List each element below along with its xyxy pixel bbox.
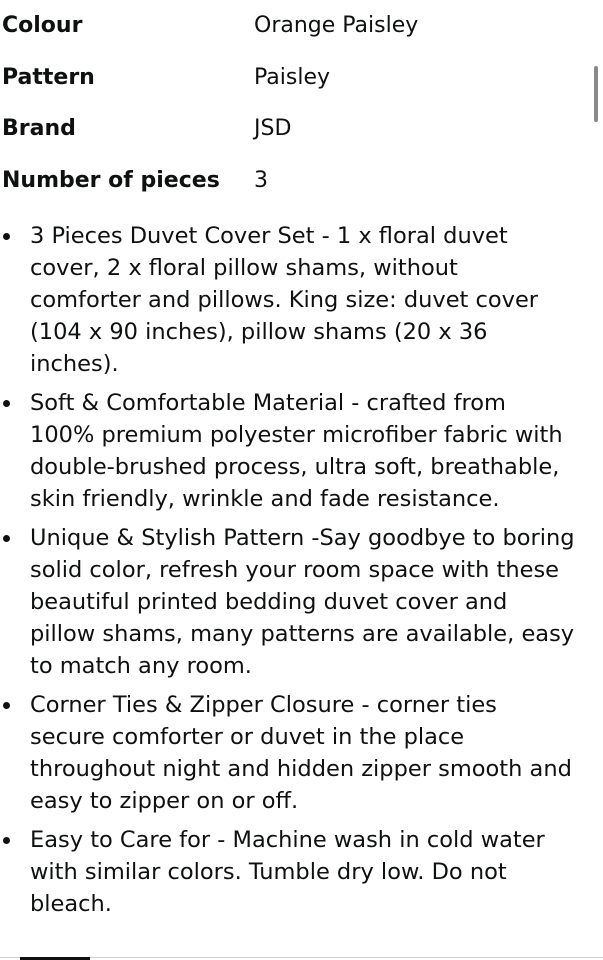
spec-label: Brand (2, 116, 76, 141)
vertical-scrollbar-thumb[interactable] (594, 66, 598, 122)
spec-row-brand (2, 111, 582, 163)
feature-bullet-text: Easy to Care for - Machine wash in cold water with similar colors. Tumble dry low. Do not bleach. (30, 827, 545, 917)
product-specs-table (2, 8, 582, 214)
spec-value: 3 (254, 167, 268, 193)
bullet-dot-icon (3, 837, 10, 844)
spec-row-number-of-pieces (2, 163, 582, 215)
spec-value: Paisley (254, 64, 331, 90)
feature-bullet (0, 522, 575, 682)
spec-value: JSD (254, 116, 292, 141)
spec-row-pattern (2, 60, 582, 112)
about-this-item-list (0, 220, 575, 927)
bullet-dot-icon (3, 400, 10, 407)
spec-row-colour (2, 8, 582, 60)
feature-bullet (0, 220, 575, 380)
bottom-divider (0, 957, 603, 958)
spec-label: Colour (2, 13, 83, 38)
feature-bullet-text: Corner Ties & Zipper Closure - corner ties secure comforter or duvet in the place throughout night and hidden zipper smooth and easy to zipper on or off. (30, 692, 572, 814)
feature-bullet (0, 824, 575, 920)
feature-bullet (0, 689, 575, 817)
bullet-dot-icon (3, 535, 10, 542)
feature-bullet (0, 387, 575, 515)
bullet-dot-icon (3, 702, 10, 709)
feature-bullet-text: Soft & Comfortable Material - crafted from 100% premium polyester microfiber fabric with double-brushed process, ultra soft, breathable, skin friendly, wrinkle and fade resistance. (30, 390, 563, 512)
spec-label: Pattern (2, 64, 95, 90)
bullet-dot-icon (3, 233, 10, 240)
spec-label: Number of pieces (2, 167, 220, 193)
feature-bullet-text: 3 Pieces Duvet Cover Set - 1 x floral duvet cover, 2 x floral pillow shams, without comforter and pillows. King size: duvet cover (104 x 90 inches), pillow shams (20 x 36 inches). (30, 223, 539, 377)
spec-value: Orange Paisley (254, 13, 419, 38)
feature-bullet-text: Unique & Stylish Pattern -Say goodbye to boring solid color, refresh your room space with these beautiful printed bedding duvet cover and pillow shams, many patterns are available, easy to match any room. (30, 525, 575, 679)
